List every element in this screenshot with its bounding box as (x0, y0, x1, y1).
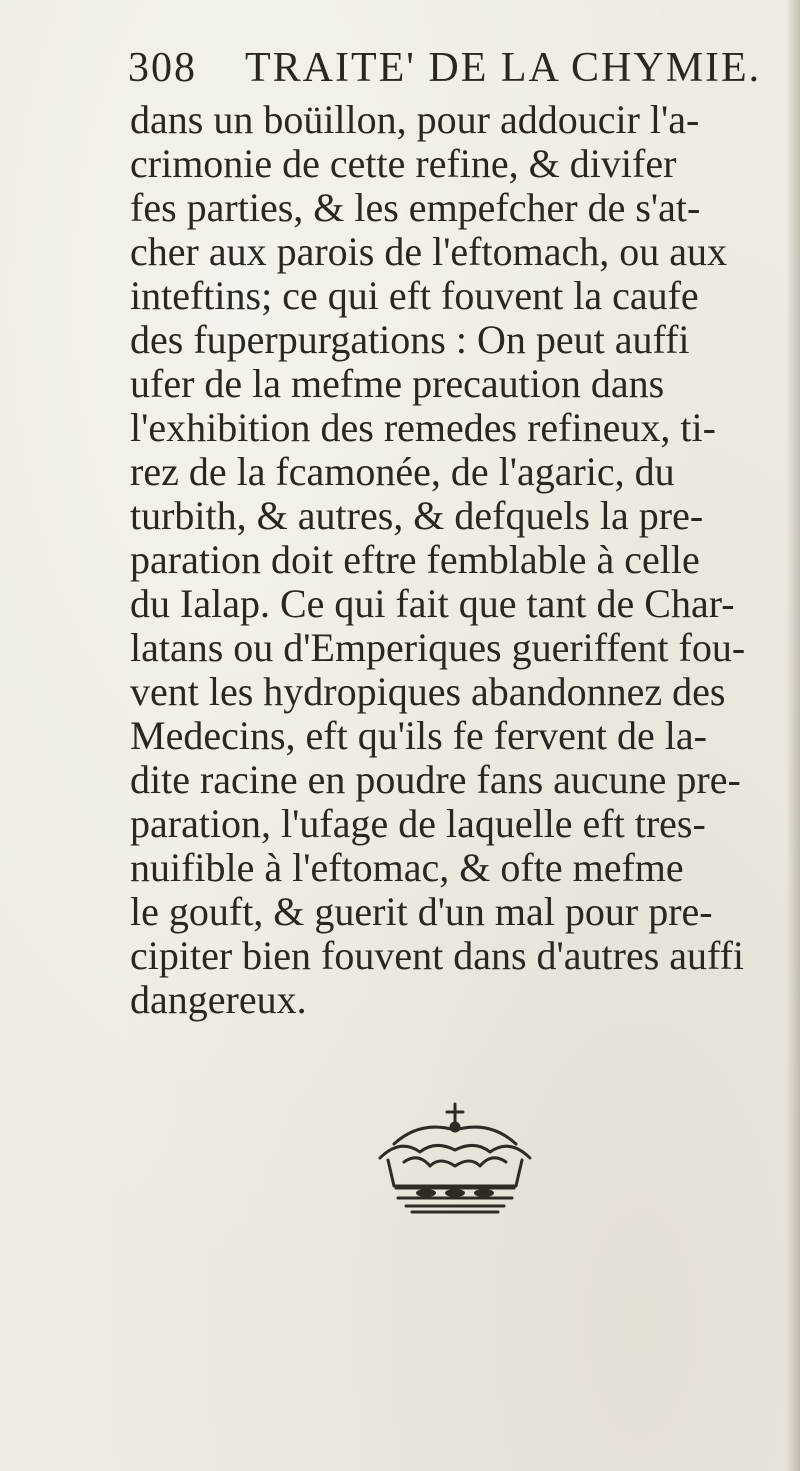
body-text (130, 98, 780, 1022)
text-line: nuifible à l'eftomac, & ofte mefme (130, 845, 684, 890)
text-line: dite racine en poudre fans aucune pre- (130, 757, 741, 802)
text-line: inteftins; ce qui eft fouvent la caufe (130, 273, 699, 318)
text-line: dans un boüillon, pour addoucir l'a- (130, 97, 700, 142)
crown-ornament-icon (370, 1100, 540, 1220)
text-line: cher aux parois de l'eftomach, ou aux (130, 229, 727, 274)
text-line: vent les hydropiques abandonnez des (130, 669, 726, 714)
text-line: des fuperpurgations : On peut auffi (130, 317, 690, 362)
page-number: 308 (128, 45, 197, 91)
page-header (128, 44, 762, 100)
page-edge-shadow (786, 0, 800, 1471)
text-line: cipiter bien fouvent dans d'autres auffi (130, 933, 745, 978)
text-line: ufer de la mefme precaution dans (130, 361, 665, 406)
text-line: turbith, & autres, & defquels la pre- (130, 493, 704, 538)
text-line: le gouft, & guerit d'un mal pour pre- (130, 889, 713, 934)
text-line: paration, l'ufage de laquelle eft tres- (130, 801, 706, 846)
text-line: paration doit eftre femblable à celle (130, 537, 700, 582)
text-line: Medecins, eft qu'ils fe fervent de la- (130, 713, 707, 758)
running-title: TRAITE' DE LA CHYMIE. (245, 45, 762, 91)
text-line: latans ou d'Emperiques gueriffent fou- (130, 625, 746, 670)
text-line: l'exhibition des remedes refineux, ti- (130, 405, 716, 450)
text-line: du Ialap. Ce qui fait que tant de Char- (130, 581, 735, 626)
text-line: crimonie de cette refine, & divifer (130, 141, 677, 186)
text-line: fes parties, & les empefcher de s'at- (130, 185, 701, 230)
text-line: dangereux. (130, 977, 307, 1022)
text-line: rez de la fcamonée, de l'agaric, du (130, 449, 675, 494)
